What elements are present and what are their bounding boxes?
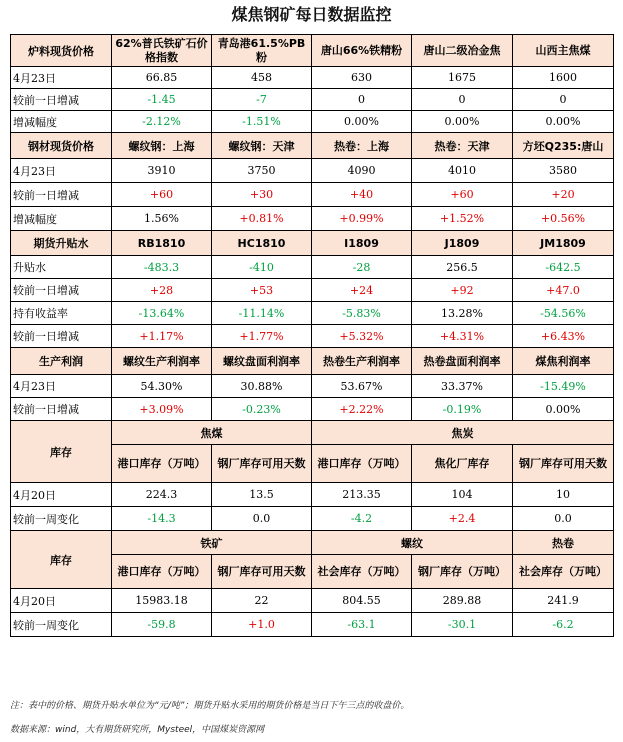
value-cell: 4090 (312, 159, 412, 183)
s6-section-title: 库存 (11, 531, 112, 589)
s6-data-row (11, 589, 614, 613)
value-cell: +2.22% (312, 398, 412, 421)
value-cell: 0.00% (513, 398, 614, 421)
s5-col-header: 港口库存（万吨） (112, 445, 212, 483)
s4-col-header: 热卷生产利润率 (312, 348, 412, 375)
value-cell: 458 (212, 67, 312, 89)
s5-col-header: 港口库存（万吨） (312, 445, 412, 483)
value-cell: 1600 (513, 67, 614, 89)
value-cell: -0.19% (412, 398, 513, 421)
s5-group-coke: 焦炭 (312, 421, 614, 445)
s2-section-title: 钢材现货价格 (11, 133, 112, 159)
monitor-table (10, 34, 614, 637)
value-cell: -28 (312, 256, 412, 279)
s2-data-row (11, 207, 614, 231)
value-cell: -1.51% (212, 111, 312, 133)
row-label: 较前一日增减 (11, 398, 112, 421)
value-cell: 630 (312, 67, 412, 89)
s3-data-row (11, 256, 614, 279)
value-cell: 10 (513, 483, 614, 507)
value-cell: +0.81% (212, 207, 312, 231)
notes (10, 694, 613, 742)
s5-col-header: 钢厂库存可用天数 (212, 445, 312, 483)
value-cell: -6.2 (513, 613, 614, 637)
value-cell: +60 (112, 183, 212, 207)
s6-col-header: 港口库存（万吨） (112, 555, 212, 589)
value-cell: +60 (412, 183, 513, 207)
s4-col-header: 螺纹生产利润率 (112, 348, 212, 375)
value-cell: -63.1 (312, 613, 412, 637)
value-cell: 0 (412, 89, 513, 111)
value-cell: +53 (212, 279, 312, 302)
value-cell: -483.3 (112, 256, 212, 279)
value-cell: -11.14% (212, 302, 312, 325)
s5-col-header: 钢厂库存可用天数 (513, 445, 614, 483)
value-cell: +30 (212, 183, 312, 207)
value-cell: -30.1 (412, 613, 513, 637)
s1-data-row (11, 111, 614, 133)
value-cell: +5.32% (312, 325, 412, 348)
row-label: 较前一日增减 (11, 89, 112, 111)
row-label: 较前一周变化 (11, 613, 112, 637)
row-label: 4月23日 (11, 375, 112, 398)
s5-col-header: 焦化厂库存 (412, 445, 513, 483)
s4-data-row (11, 375, 614, 398)
value-cell: 804.55 (312, 589, 412, 613)
s4-col-header: 螺纹盘面利润率 (212, 348, 312, 375)
value-cell: 15983.18 (112, 589, 212, 613)
s1-data-row (11, 67, 614, 89)
value-cell: 213.35 (312, 483, 412, 507)
s6-group-hot-coil: 热卷 (513, 531, 614, 555)
value-cell: +6.43% (513, 325, 614, 348)
page-title: 煤焦钢矿每日数据监控 (231, 5, 392, 24)
s3-col-header: HC1810 (212, 231, 312, 256)
s4-data-row (11, 398, 614, 421)
value-cell: +20 (513, 183, 614, 207)
value-cell: +4.31% (412, 325, 513, 348)
s2-col-header: 热卷：天津 (412, 133, 513, 159)
value-cell: 241.9 (513, 589, 614, 613)
row-label: 较前一周变化 (11, 507, 112, 531)
value-cell: 224.3 (112, 483, 212, 507)
s5-group-row (11, 421, 614, 445)
value-cell: 4010 (412, 159, 513, 183)
row-label: 4月20日 (11, 589, 112, 613)
s5-section-title: 库存 (11, 421, 112, 483)
value-cell: 22 (212, 589, 312, 613)
s3-data-row (11, 325, 614, 348)
s3-header-row (11, 231, 614, 256)
value-cell: -642.5 (513, 256, 614, 279)
value-cell: -2.12% (112, 111, 212, 133)
value-cell: 30.88% (212, 375, 312, 398)
value-cell: -59.8 (112, 613, 212, 637)
value-cell: 256.5 (412, 256, 513, 279)
value-cell: 3750 (212, 159, 312, 183)
s1-col-header: 唐山二级冶金焦 (412, 35, 513, 67)
s2-data-row (11, 183, 614, 207)
value-cell: 1675 (412, 67, 513, 89)
value-cell: 0.0 (212, 507, 312, 531)
value-cell: 13.5 (212, 483, 312, 507)
value-cell: -14.3 (112, 507, 212, 531)
value-cell: +0.99% (312, 207, 412, 231)
value-cell: -15.49% (513, 375, 614, 398)
value-cell: 53.67% (312, 375, 412, 398)
s2-header-row (11, 133, 614, 159)
value-cell: +1.52% (412, 207, 513, 231)
s4-section-title: 生产利润 (11, 348, 112, 375)
value-cell: -1.45 (112, 89, 212, 111)
row-label: 增减幅度 (11, 207, 112, 231)
value-cell: 0.0 (513, 507, 614, 531)
value-cell: -7 (212, 89, 312, 111)
note-text: 注：表中的价格、期货升贴水单位为“元/吨”；期货升贴水采用的期货价格是当日下午三点的收盘价。 (10, 701, 410, 711)
s3-data-row (11, 279, 614, 302)
value-cell: 0.00% (412, 111, 513, 133)
s1-col-header: 山西主焦煤 (513, 35, 614, 67)
value-cell: 54.30% (112, 375, 212, 398)
s1-col-header: 唐山66%铁精粉 (312, 35, 412, 67)
s5-data-row (11, 483, 614, 507)
value-cell: +1.0 (212, 613, 312, 637)
s3-col-header: RB1810 (112, 231, 212, 256)
value-cell: -4.2 (312, 507, 412, 531)
value-cell: +92 (412, 279, 513, 302)
row-label: 4月20日 (11, 483, 112, 507)
s1-data-row (11, 89, 614, 111)
row-label: 升贴水 (11, 256, 112, 279)
s2-col-header: 热卷：上海 (312, 133, 412, 159)
s6-group-rebar: 螺纹 (312, 531, 513, 555)
s6-col-header: 社会库存（万吨） (513, 555, 614, 589)
row-label: 4月23日 (11, 67, 112, 89)
value-cell: -410 (212, 256, 312, 279)
s4-col-header: 煤焦利润率 (513, 348, 614, 375)
s4-col-header: 热卷盘面利润率 (412, 348, 513, 375)
value-cell: +3.09% (112, 398, 212, 421)
value-cell: -0.23% (212, 398, 312, 421)
row-label: 较前一日增减 (11, 279, 112, 302)
s4-header-row (11, 348, 614, 375)
row-label: 较前一日增减 (11, 325, 112, 348)
value-cell: 3910 (112, 159, 212, 183)
s1-header-row (11, 35, 614, 67)
value-cell: 0 (312, 89, 412, 111)
value-cell: -54.56% (513, 302, 614, 325)
value-cell: 1.56% (112, 207, 212, 231)
s1-col-header: 62%普氏铁矿石价格指数 (112, 35, 212, 67)
value-cell: 0.00% (312, 111, 412, 133)
s6-col-header: 社会库存（万吨） (312, 555, 412, 589)
s6-col-header: 钢厂库存（万吨） (412, 555, 513, 589)
value-cell: -13.64% (112, 302, 212, 325)
value-cell: 289.88 (412, 589, 513, 613)
row-label: 增减幅度 (11, 111, 112, 133)
s3-section-title: 期货升贴水 (11, 231, 112, 256)
s6-col-header: 钢厂库存可用天数 (212, 555, 312, 589)
s3-col-header: I1809 (312, 231, 412, 256)
value-cell: 3580 (513, 159, 614, 183)
s6-data-row (11, 613, 614, 637)
s6-group-iron-ore: 铁矿 (112, 531, 312, 555)
row-label: 持有收益率 (11, 302, 112, 325)
value-cell: 0 (513, 89, 614, 111)
value-cell: +1.17% (112, 325, 212, 348)
row-label: 4月23日 (11, 159, 112, 183)
s2-col-header: 螺纹钢：天津 (212, 133, 312, 159)
value-cell: 104 (412, 483, 513, 507)
s1-section-title: 炉料现货价格 (11, 35, 112, 67)
value-cell: 0.00% (513, 111, 614, 133)
s2-col-header: 方坯Q235:唐山 (513, 133, 614, 159)
row-label: 较前一日增减 (11, 183, 112, 207)
s3-data-row (11, 302, 614, 325)
value-cell: +2.4 (412, 507, 513, 531)
value-cell: -5.83% (312, 302, 412, 325)
s1-col-header: 青岛港61.5%PB粉 (212, 35, 312, 67)
s5-data-row (11, 507, 614, 531)
value-cell: +24 (312, 279, 412, 302)
s6-group-row (11, 531, 614, 555)
s3-col-header: J1809 (412, 231, 513, 256)
value-cell: 33.37% (412, 375, 513, 398)
value-cell: +28 (112, 279, 212, 302)
s5-group-coking-coal: 焦煤 (112, 421, 312, 445)
value-cell: +1.77% (212, 325, 312, 348)
s2-data-row (11, 159, 614, 183)
value-cell: 13.28% (412, 302, 513, 325)
s2-col-header: 螺纹钢：上海 (112, 133, 212, 159)
value-cell: +47.0 (513, 279, 614, 302)
value-cell: 66.85 (112, 67, 212, 89)
s3-col-header: JM1809 (513, 231, 614, 256)
value-cell: +40 (312, 183, 412, 207)
source-text: 数据来源：wind，大有期货研究所，Mysteel，中国煤炭资源网 (10, 725, 265, 735)
value-cell: +0.56% (513, 207, 614, 231)
